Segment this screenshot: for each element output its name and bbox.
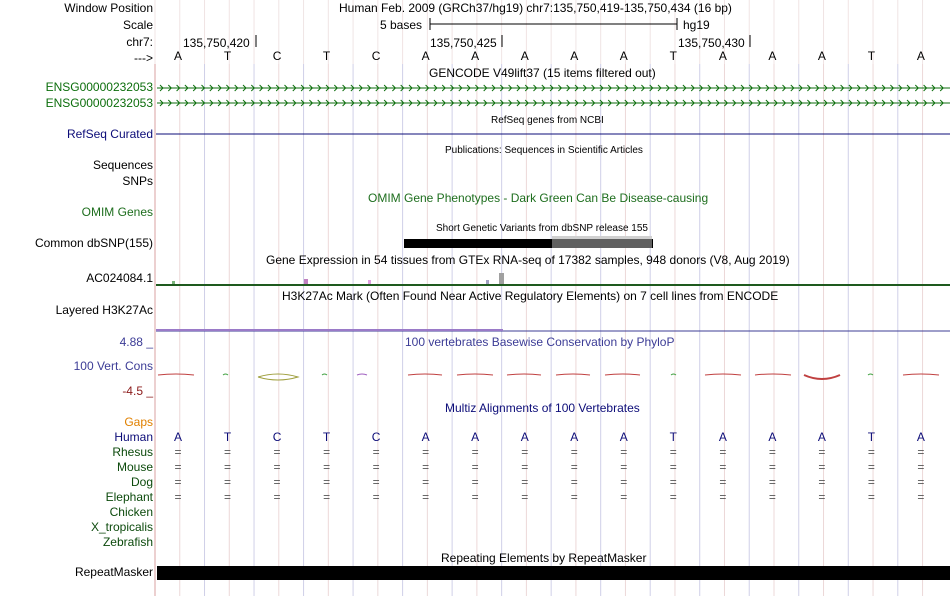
aligned-base-match: = (867, 460, 875, 474)
refseq-track-label[interactable]: RefSeq Curated (66, 127, 153, 141)
reference-base: A (619, 49, 628, 63)
aligned-base-match: = (620, 460, 628, 474)
phylop-min-label: -4.5 _ (122, 384, 153, 398)
species-label[interactable]: Elephant (105, 490, 153, 504)
species-label[interactable]: Chicken (109, 505, 153, 519)
human-alignment-base: T (322, 430, 331, 444)
human-alignment-base: T (669, 430, 677, 444)
aligned-base-match: = (323, 475, 331, 489)
aligned-base-match: = (669, 475, 677, 489)
position-title: Human Feb. 2009 (GRCh37/hg19) chr7:135,750,419-135,750,434 (16 bp) (339, 1, 732, 15)
gencode-track-title[interactable]: GENCODE V49lift37 (15 items filtered out) (429, 66, 656, 80)
reference-base: A (471, 49, 480, 63)
gencode-item-1-label[interactable]: ENSG00000232053 (45, 80, 153, 94)
aligned-base-match: = (768, 490, 776, 504)
aligned-base-match: = (471, 490, 479, 504)
omim-track-label[interactable]: OMIM Genes (81, 205, 153, 219)
species-label[interactable]: Zebrafish (102, 535, 153, 549)
position-tick-label-3: 135,750,430 (678, 36, 745, 50)
aligned-base-match: = (768, 460, 776, 474)
aligned-base-match: = (818, 490, 826, 504)
human-alignment-base: T (223, 430, 232, 444)
aligned-base-match: = (818, 460, 826, 474)
strand-arrow-label: ---> (134, 51, 153, 65)
reference-base: T (322, 49, 331, 63)
phylop-max-label: 4.88 _ (119, 335, 153, 349)
reference-base: A (520, 49, 529, 63)
aligned-base-match: = (719, 475, 727, 489)
reference-base: T (223, 49, 232, 63)
aligned-base-match: = (471, 475, 479, 489)
reference-base: A (916, 49, 925, 63)
snps-track-label[interactable]: SNPs (122, 174, 153, 188)
scale-text: 5 bases (380, 18, 423, 32)
reference-base: A (768, 49, 777, 63)
aligned-base-match: = (323, 445, 331, 459)
reference-base: A (817, 49, 826, 63)
gencode-item-2-label[interactable]: ENSG00000232053 (45, 96, 153, 110)
aligned-base-match: = (867, 445, 875, 459)
aligned-base-match: = (471, 460, 479, 474)
aligned-base-match: = (422, 475, 430, 489)
sequences-track-label[interactable]: Sequences (92, 158, 153, 172)
aligned-base-match: = (867, 490, 875, 504)
aligned-base-match: = (669, 445, 677, 459)
repeatmasker-track-label[interactable]: RepeatMasker (74, 565, 153, 579)
aligned-base-match: = (174, 475, 182, 489)
aligned-base-match: = (570, 490, 578, 504)
aligned-base-match: = (174, 490, 182, 504)
aligned-base-match: = (818, 475, 826, 489)
multiz-track-title[interactable]: Multiz Alignments of 100 Vertebrates (445, 401, 640, 415)
human-alignment-base: A (768, 430, 777, 444)
aligned-base-match: = (620, 475, 628, 489)
dbsnp-track-label[interactable]: Common dbSNP(155) (34, 236, 153, 250)
assembly-text: hg19 (683, 18, 710, 32)
phylop-track-title[interactable]: 100 vertebrates Basewise Conservation by PhyloP (405, 335, 675, 349)
human-alignment-base: C (272, 430, 282, 444)
aligned-base-match: = (917, 445, 925, 459)
dbsnp-track-title[interactable]: Short Genetic Variants from dbSNP release 155 (436, 223, 648, 234)
aligned-base-match: = (372, 490, 380, 504)
species-label[interactable]: Dog (130, 475, 153, 489)
aligned-base-match: = (471, 445, 479, 459)
aligned-base-match: = (719, 460, 727, 474)
gaps-label: Gaps (124, 415, 153, 429)
aligned-base-match: = (273, 475, 281, 489)
reference-base: T (669, 49, 677, 63)
aligned-base-match: = (570, 445, 578, 459)
aligned-base-match: = (917, 460, 925, 474)
aligned-base-match: = (224, 445, 232, 459)
aligned-base-match: = (917, 475, 925, 489)
human-alignment-base: A (916, 430, 925, 444)
human-alignment-base: A (718, 430, 727, 444)
omim-track-title[interactable]: OMIM Gene Phenotypes - Dark Green Can Be Disease-causing (368, 191, 709, 205)
reference-base: A (718, 49, 727, 63)
reference-base: T (867, 49, 876, 63)
aligned-base-match: = (818, 445, 826, 459)
chr-label: chr7: (126, 35, 153, 49)
aligned-base-match: = (422, 460, 430, 474)
position-tick-label-1: 135,750,420 (183, 36, 250, 50)
position-tick-label-2: 135,750,425 (430, 36, 497, 50)
aligned-base-match: = (372, 475, 380, 489)
aligned-base-match: = (174, 460, 182, 474)
publications-track-title[interactable]: Publications: Sequences in Scientific Articles (445, 145, 643, 156)
human-alignment-base: C (371, 430, 381, 444)
aligned-base-match: = (174, 445, 182, 459)
aligned-base-match: = (669, 460, 677, 474)
aligned-base-match: = (669, 490, 677, 504)
gtex-track-label[interactable]: AC024084.1 (86, 271, 153, 285)
species-label[interactable]: Human (114, 430, 153, 444)
aligned-base-match: = (867, 475, 875, 489)
aligned-base-match: = (422, 490, 430, 504)
window-position-label: Window Position (64, 1, 153, 15)
reference-base: A (570, 49, 579, 63)
aligned-base-match: = (224, 460, 232, 474)
aligned-base-match: = (719, 445, 727, 459)
aligned-base-match: = (224, 490, 232, 504)
h3k27ac-track-title[interactable]: H3K27Ac Mark (Often Found Near Active Regulatory Elements) on 7 cell lines from ENCODE (282, 289, 779, 303)
h3k27ac-track-label[interactable]: Layered H3K27Ac (55, 303, 153, 317)
aligned-base-match: = (917, 490, 925, 504)
aligned-base-match: = (620, 490, 628, 504)
aligned-base-match: = (273, 445, 281, 459)
aligned-base-match: = (273, 460, 281, 474)
human-alignment-base: A (817, 430, 826, 444)
aligned-base-match: = (620, 445, 628, 459)
aligned-base-match: = (521, 490, 529, 504)
human-alignment-base: A (421, 430, 430, 444)
reference-base: C (371, 49, 381, 63)
species-label[interactable]: X_tropicalis (90, 520, 153, 534)
aligned-base-match: = (719, 490, 727, 504)
aligned-base-match: = (570, 475, 578, 489)
aligned-base-match: = (273, 490, 281, 504)
aligned-base-match: = (372, 445, 380, 459)
aligned-base-match: = (224, 475, 232, 489)
species-label[interactable]: Mouse (116, 460, 153, 474)
species-label[interactable]: Rhesus (112, 445, 153, 459)
aligned-base-match: = (323, 490, 331, 504)
human-alignment-base: A (570, 430, 579, 444)
aligned-base-match: = (768, 445, 776, 459)
human-alignment-base: A (619, 430, 628, 444)
aligned-base-match: = (372, 460, 380, 474)
reference-base: C (272, 49, 282, 63)
aligned-base-match: = (422, 445, 430, 459)
human-alignment-base: T (867, 430, 876, 444)
scale-label: Scale (122, 18, 153, 32)
phylop-track-label[interactable]: 100 Vert. Cons (73, 359, 153, 373)
human-alignment-base: A (471, 430, 480, 444)
reference-base: A (421, 49, 430, 63)
reference-base: A (173, 49, 182, 63)
aligned-base-match: = (768, 475, 776, 489)
aligned-base-match: = (521, 445, 529, 459)
aligned-base-match: = (570, 460, 578, 474)
repeatmasker-track-title[interactable]: Repeating Elements by RepeatMasker (441, 551, 647, 565)
aligned-base-match: = (521, 475, 529, 489)
aligned-base-match: = (521, 460, 529, 474)
aligned-base-match: = (323, 460, 331, 474)
gtex-track-title[interactable]: Gene Expression in 54 tissues from GTEx RNA-seq of 17382 samples, 948 donors (V8, Aug 2019) (266, 253, 790, 267)
refseq-track-title[interactable]: RefSeq genes from NCBI (491, 115, 604, 126)
human-alignment-base: A (173, 430, 182, 444)
human-alignment-base: A (520, 430, 529, 444)
